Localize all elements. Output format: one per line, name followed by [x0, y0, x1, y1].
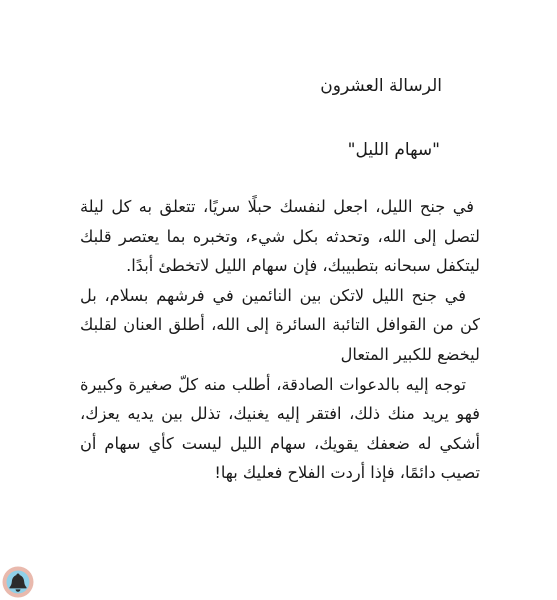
paragraph: في جنح الليل لاتكن بين النائمين في فرشهم بسلام، بل كن من القوافل التائبة السائرة إلى الله، أطلق العنان لقلبك ليخضع للكبير المتعال	[80, 285, 480, 364]
bell-logo-icon	[2, 566, 34, 598]
letter-title: "سهام الليل"	[347, 140, 440, 160]
paragraph: في جنح الليل، اجعل لنفسك حبلًا سريًا، تتعلق به كل ليلة لتصل إلى الله، وتحدثه بكل شيء، وتخبره بما يعتصر قلبك ليتكفل سبحانه بتطبيبك، فإن سهام الليل لاتخطئ أبدًا.	[80, 197, 480, 276]
letter-body	[80, 192, 480, 488]
letter-heading: الرسالة العشرون	[320, 76, 442, 96]
paragraph: توجه إليه بالدعوات الصادقة، أطلب منه كلّ صغيرة وكبيرة فهو يريد منك ذلك، افتقر إليه يغنيك، تذلل بين يديه يعزك، أشكي له ضعفك يقويك، سهام الليل ليست كأي سهام أن تصيب دائمًا، فإذا أردت الفلاح فعليك بها!	[80, 374, 480, 483]
